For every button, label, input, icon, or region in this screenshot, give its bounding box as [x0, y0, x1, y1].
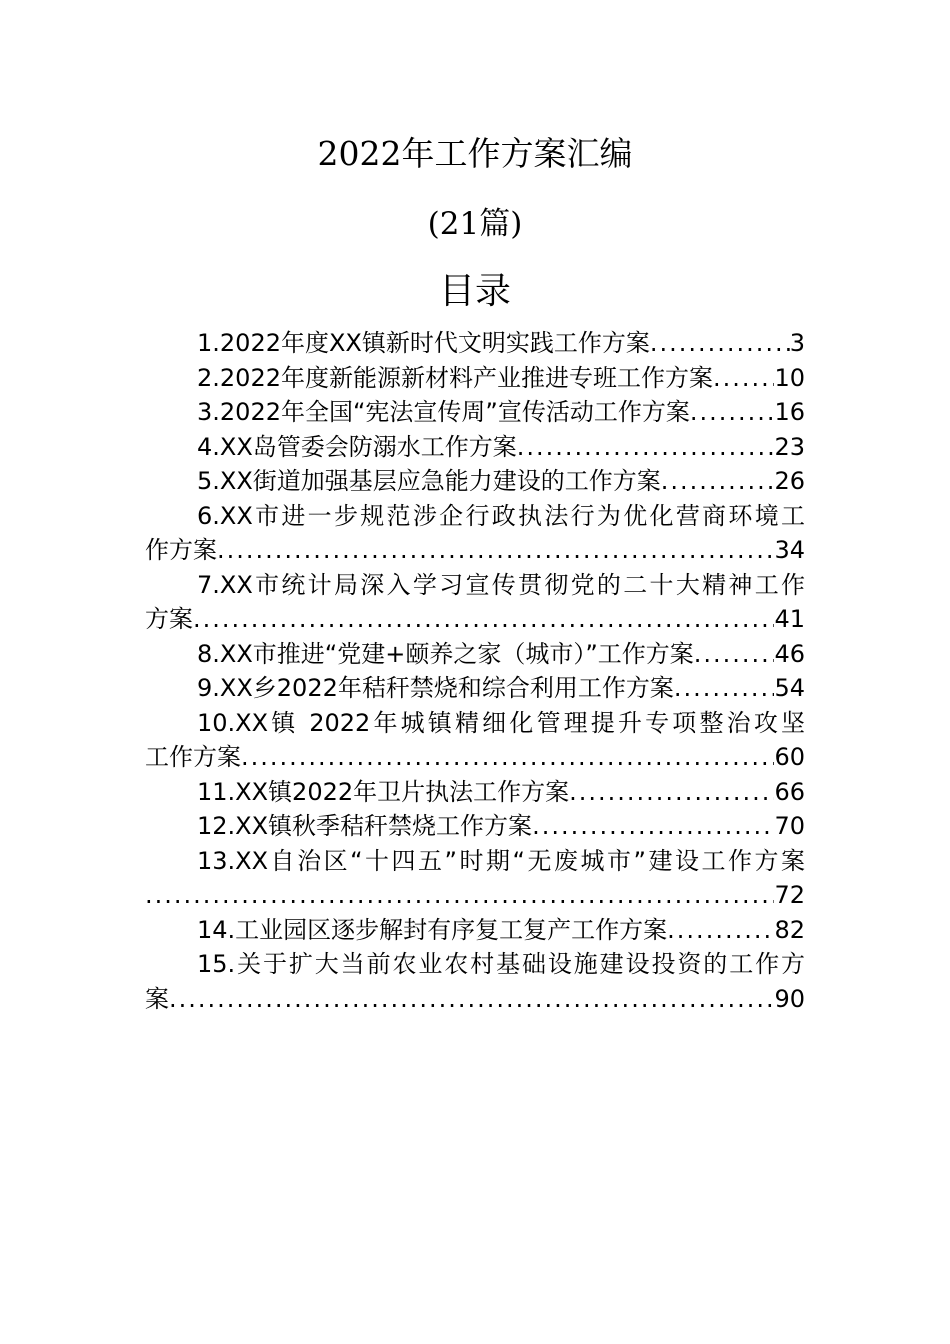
toc-entry-5[interactable]: [145, 464, 805, 499]
dot-leader: [193, 602, 774, 637]
toc-entry-8[interactable]: [145, 637, 805, 672]
dot-leader: [217, 533, 774, 568]
toc-entry-6[interactable]: [145, 499, 805, 568]
toc-entry-title: 3.2022年全国“宪法宣传周”宣传活动工作方案: [197, 398, 690, 426]
dot-leader: [517, 430, 775, 465]
toc-entry-1[interactable]: [145, 326, 805, 361]
toc-entry-page: 72: [774, 881, 805, 909]
dot-leader: [241, 740, 774, 775]
toc-entry-title-line1: 15.关于扩大当前农业农村基础设施建设投资的工作方: [197, 950, 805, 978]
toc-entry-page: 10: [774, 363, 805, 392]
table-of-contents: [145, 326, 805, 1016]
toc-entry-title: 1.2022年度XX镇新时代文明实践工作方案: [197, 329, 650, 357]
dot-leader: [674, 671, 775, 706]
dot-leader: [667, 913, 774, 948]
toc-entry-page: 70: [774, 812, 805, 840]
toc-entry-page: 3: [789, 329, 805, 357]
toc-entry-page: 60: [774, 743, 805, 771]
toc-entry-page: 34: [774, 536, 805, 564]
toc-entry-title: 11.XX镇2022年卫片执法工作方案: [197, 777, 570, 806]
toc-entry-7[interactable]: [145, 568, 805, 637]
toc-entry-page: 66: [774, 777, 805, 806]
toc-entry-page: 16: [774, 398, 805, 426]
dot-leader: [694, 637, 775, 672]
toc-entry-4[interactable]: [145, 430, 805, 465]
toc-entry-page: 90: [774, 984, 805, 1013]
toc-entry-title: 9.XX乡2022年秸秆禁烧和综合利用工作方案: [197, 674, 674, 702]
toc-heading: 目录: [438, 271, 511, 312]
toc-entry-title-line2: 工作方案: [145, 743, 241, 771]
toc-entry-14[interactable]: [145, 913, 805, 948]
toc-entry-9[interactable]: [145, 671, 805, 706]
toc-entry-2[interactable]: [145, 361, 805, 396]
toc-entry-title: 4.XX岛管委会防溺水工作方案: [197, 432, 517, 461]
document-title: 2022年工作方案汇编: [317, 134, 633, 173]
toc-entry-title: 12.XX镇秋季秸秆禁烧工作方案: [197, 812, 533, 840]
toc-entry-15[interactable]: [145, 947, 805, 1016]
toc-entry-13[interactable]: [145, 844, 805, 913]
toc-entry-3[interactable]: [145, 395, 805, 430]
dot-leader: [661, 464, 775, 499]
toc-entry-12[interactable]: [145, 809, 805, 844]
toc-entry-11[interactable]: [145, 775, 805, 810]
toc-entry-page: 46: [774, 639, 805, 668]
toc-entry-title: 5.XX街道加强基层应急能力建设的工作方案: [197, 467, 661, 495]
toc-entry-title-line1: 10.XX镇 2022年城镇精细化管理提升专项整治攻坚: [197, 708, 805, 737]
dot-leader: [713, 361, 774, 396]
toc-entry-title-line1: 6.XX市进一步规范涉企行政执法行为优化营商环境工: [197, 501, 805, 530]
toc-entry-page: 54: [774, 674, 805, 702]
toc-entry-title: 2.2022年度新能源新材料产业推进专班工作方案: [197, 363, 713, 392]
toc-entry-page: 23: [774, 432, 805, 461]
dot-leader: [532, 809, 774, 844]
toc-entry-title: 8.XX市推进“党建+颐养之家（城市）”工作方案: [197, 639, 694, 668]
dot-leader: [145, 878, 774, 913]
toc-entry-10[interactable]: [145, 706, 805, 775]
dot-leader: [690, 395, 775, 430]
toc-entry-title-line2: 作方案: [145, 536, 217, 564]
document-subtitle: (21篇): [427, 206, 523, 242]
dot-leader: [650, 326, 790, 361]
toc-entry-page: 82: [774, 915, 805, 944]
toc-entry-title: 14.工业园区逐步解封有序复工复产工作方案: [197, 915, 668, 944]
toc-entry-title-line1: 13.XX自治区“十四五”时期“无废城市”建设工作方案: [197, 846, 805, 875]
dot-leader: [169, 982, 774, 1017]
dot-leader: [569, 775, 774, 810]
toc-entry-title-line2: 案: [145, 984, 169, 1013]
toc-entry-title-line1: 7.XX市统计局深入学习宣传贯彻党的二十大精神工作: [197, 570, 805, 599]
toc-entry-title-line2: 方案: [145, 605, 193, 633]
toc-entry-page: 41: [774, 605, 805, 633]
toc-entry-page: 26: [774, 467, 805, 495]
